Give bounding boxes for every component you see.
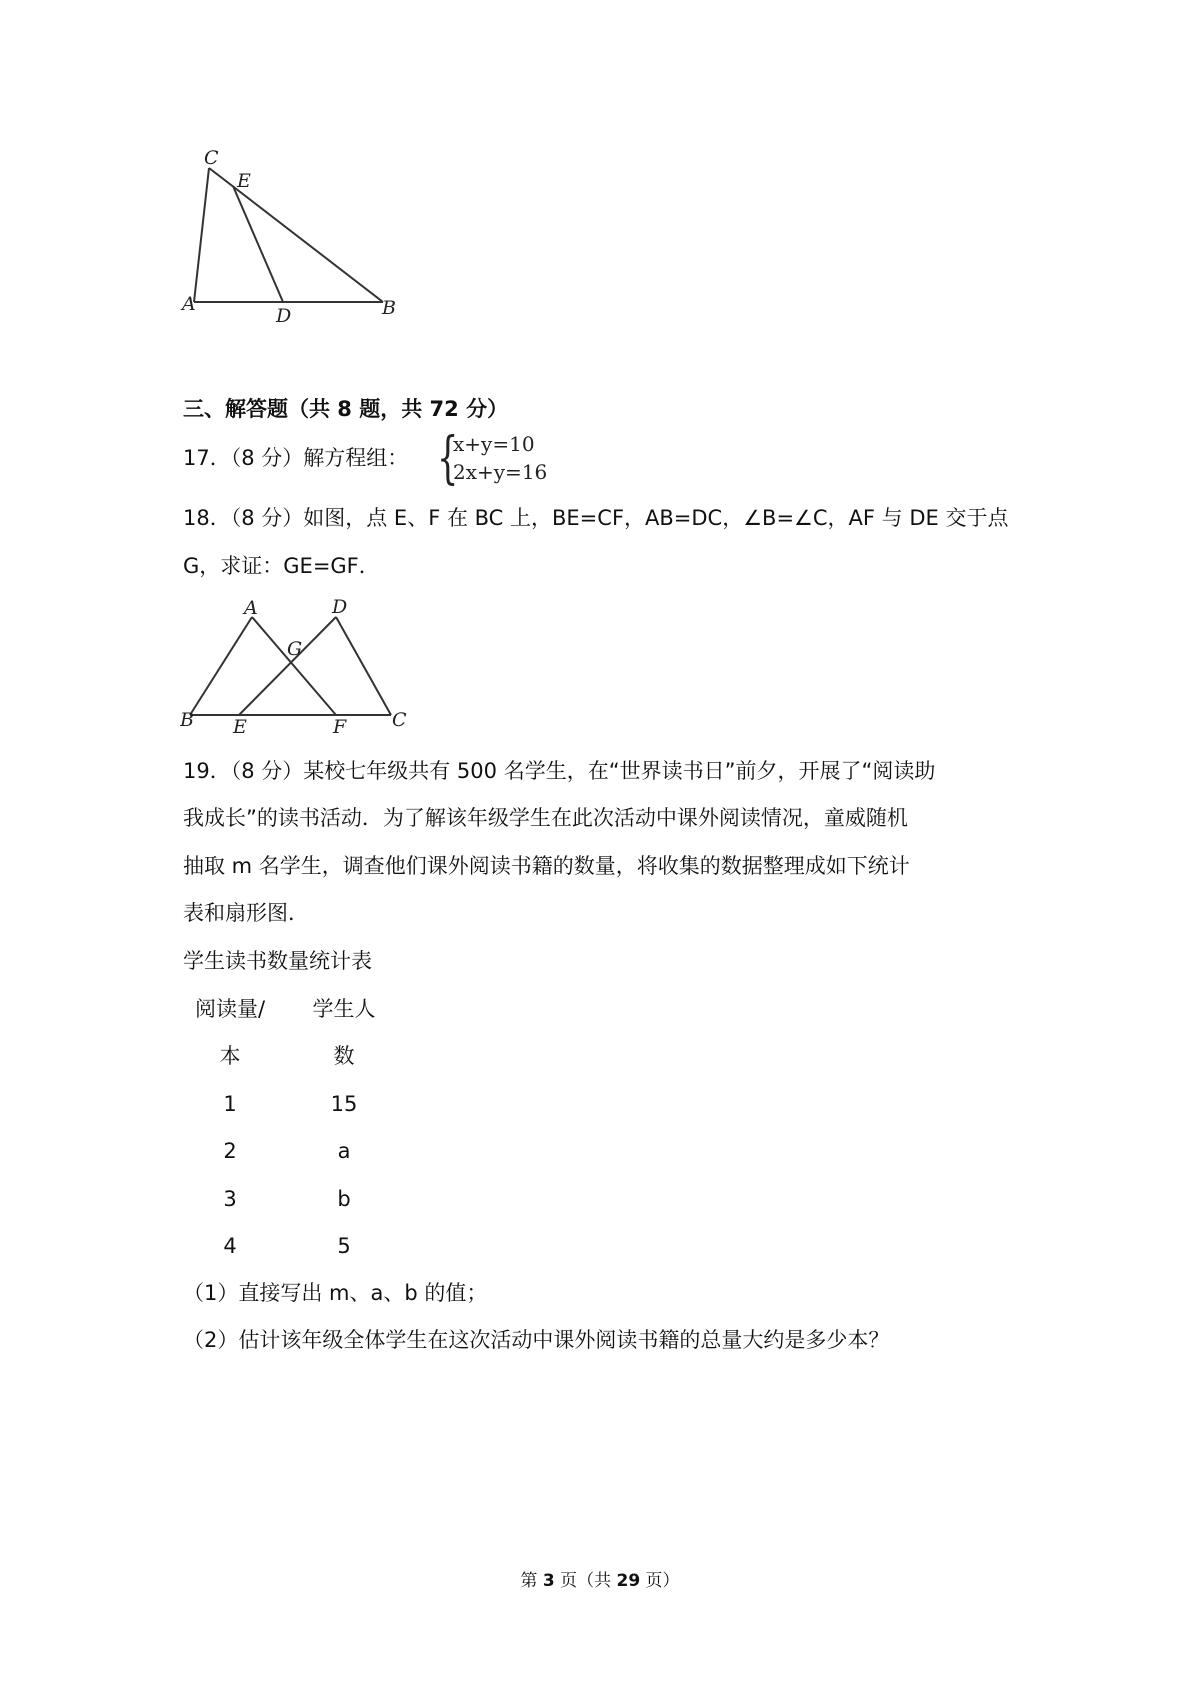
segment-af <box>252 617 336 715</box>
table-cell-count: b <box>337 1187 351 1211</box>
equation-2: 2x+y=16 <box>453 460 548 484</box>
footer-prefix: 第 <box>520 1571 543 1591</box>
footer-page-number: 3 <box>542 1571 555 1591</box>
table-cell-count: 5 <box>337 1234 351 1258</box>
brace-symbol: { <box>437 426 459 491</box>
label-d: D <box>276 305 292 327</box>
label-a: A <box>244 597 258 619</box>
table-cell-count: a <box>337 1139 351 1163</box>
footer-middle: 页（共 <box>554 1571 617 1591</box>
figure-triangle-abc <box>170 150 410 330</box>
label-f: F <box>333 716 347 735</box>
q18-line-2: G，求证：GE=GF． <box>183 554 380 578</box>
footer-total-pages: 29 <box>616 1571 641 1591</box>
q19-line-2: 我成长”的读书活动．为了解该年级学生在此次活动中课外阅读情况，童威随机 <box>183 806 908 830</box>
label-c: C <box>204 150 219 169</box>
label-e: E <box>237 170 251 192</box>
equation-system <box>435 426 555 491</box>
label-d: D <box>332 596 348 618</box>
table-header-count-2: 数 <box>333 1044 355 1068</box>
table-title: 学生读书数量统计表 <box>183 949 372 973</box>
segment-ed <box>233 186 283 302</box>
q19-line-3: 抽取 m 名学生，调查他们课外阅读书籍的数量，将收集的数据整理成如下统计 <box>183 854 910 878</box>
section-title: 三、解答题（共 8 题，共 72 分） <box>183 397 509 421</box>
segment-cb <box>209 168 383 302</box>
q19-sub-1: （1）直接写出 m、a、b 的值； <box>183 1281 488 1305</box>
equation-1: x+y=10 <box>453 432 535 456</box>
q19-sub-2: （2）估计该年级全体学生在这次活动中课外阅读书籍的总量大约是多少本？ <box>183 1328 890 1352</box>
table-cell-amount: 1 <box>223 1092 237 1116</box>
segment-de <box>239 617 336 715</box>
segment-ba <box>190 617 252 715</box>
label-c: C <box>392 709 407 731</box>
table-cell-count: 15 <box>330 1092 358 1116</box>
q19-line-4: 表和扇形图． <box>183 901 309 925</box>
label-b: B <box>382 297 396 319</box>
table-cell-amount: 2 <box>223 1139 237 1163</box>
footer-suffix: 页） <box>640 1571 680 1591</box>
page-footer <box>0 1566 1200 1591</box>
q17-text: 17．（8 分）解方程组： <box>183 446 409 470</box>
table-cell-amount: 3 <box>223 1187 237 1211</box>
label-e: E <box>233 716 247 735</box>
table-header-count-1: 学生人 <box>312 997 376 1021</box>
segment-dc <box>336 617 391 715</box>
q18-line-1: 18．（8 分）如图，点 E、F 在 BC 上，BE=CF，AB=DC，∠B=∠C，AF 与 DE 交于点 <box>183 506 1009 530</box>
label-g: G <box>287 638 303 660</box>
figure-triangles-g <box>180 595 420 735</box>
table-cell-amount: 4 <box>223 1234 237 1258</box>
q19-line-1: 19．（8 分）某校七年级共有 500 名学生，在“世界读书日”前夕，开展了“阅读助 <box>183 759 936 783</box>
table-header-amount-2: 本 <box>219 1044 241 1068</box>
segment-ca <box>194 168 209 302</box>
label-a: A <box>182 293 196 315</box>
table-header-amount-1: 阅读量/ <box>194 997 266 1021</box>
label-b: B <box>180 709 194 731</box>
